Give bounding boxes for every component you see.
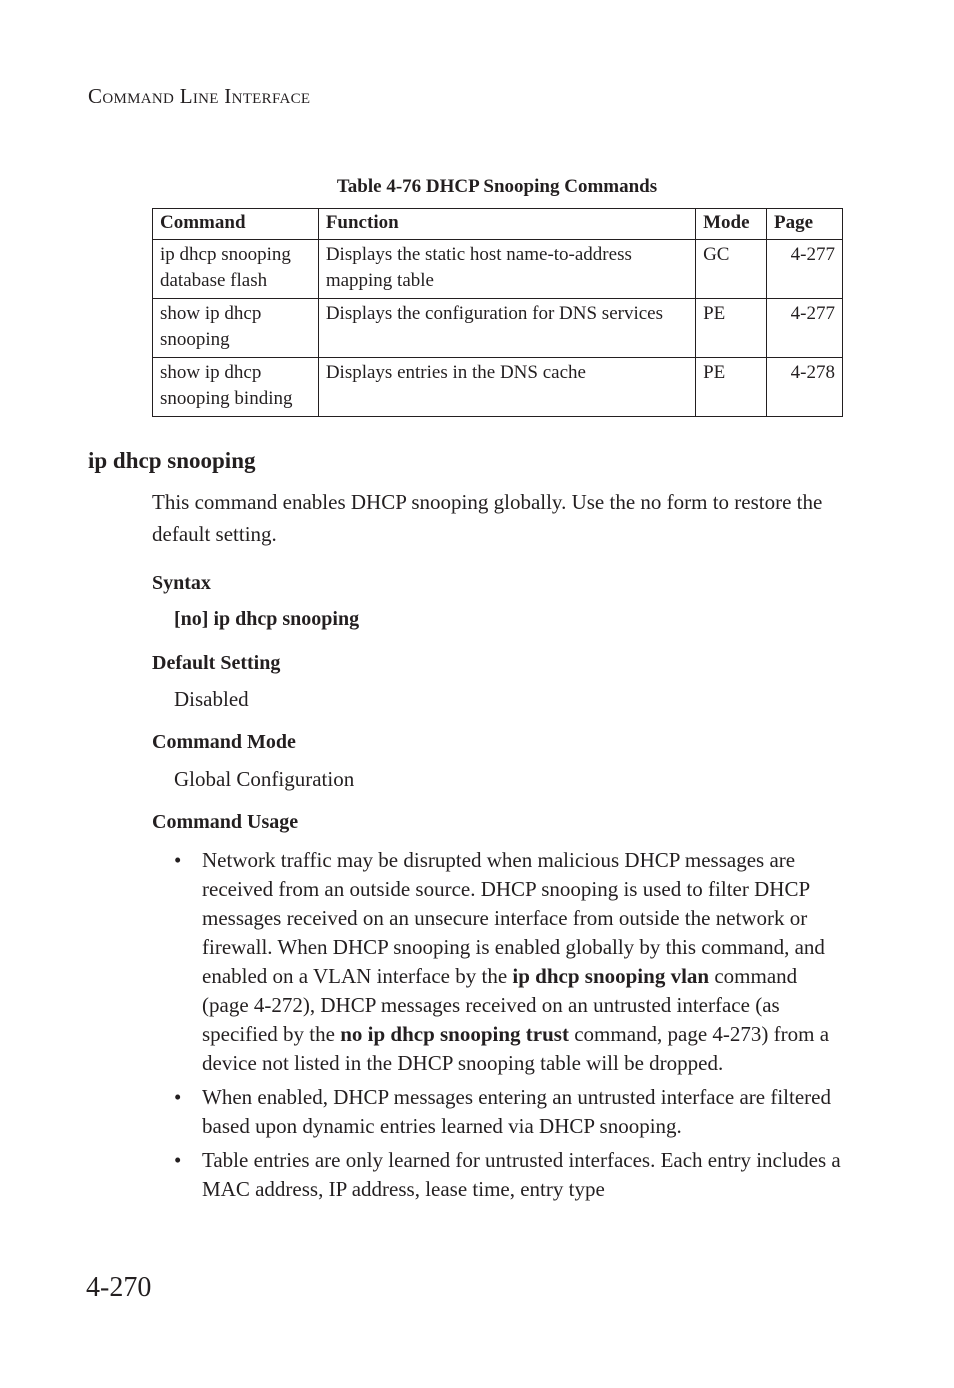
command-mode-label: Command Mode (152, 731, 296, 753)
header-word-command: COMMAND (88, 84, 175, 108)
cell-mode: PE (696, 358, 767, 417)
command-reference: ip dhcp snooping vlan (512, 964, 710, 988)
header-word-interface: INTERFACE (224, 84, 311, 108)
table-header-row (153, 209, 843, 240)
cell-page: 4-277 (767, 299, 843, 358)
cell-function: Displays the configuration for DNS services (318, 299, 695, 358)
cell-function: Displays entries in the DNS cache (318, 358, 695, 417)
list-item: • Network traffic may be disrupted when malicious DHCP messages are received from an outside source. DHCP snooping is used to filter DHCP messages received on an unsecure interface from outside the network or firewall. When DHCP snooping is enabled globally by this command, and enabled on a VLAN interface by the ip dhcp snooping vlan command (page 4-272), DHCP messages received on an untrusted interface (as specified by the no ip dhcp snooping trust command, page 4-273) from a device not listed in the DHCP snooping table will be dropped. (174, 848, 830, 1075)
default-setting-label: Default Setting (152, 652, 281, 674)
table-caption: Table 4-76 DHCP Snooping Commands (336, 176, 658, 197)
cell-command: show ip dhcp snooping (153, 299, 319, 358)
page-number: 4-270 (86, 1272, 152, 1303)
command-mode-value: Global Configuration (174, 767, 355, 791)
header-mode: Mode (696, 209, 767, 240)
command-reference: no ip dhcp snooping trust (340, 1022, 569, 1046)
syntax-label: Syntax (152, 572, 211, 594)
running-header (88, 84, 310, 109)
cell-mode: PE (696, 299, 767, 358)
header-command: Command (153, 209, 319, 240)
table-row (153, 299, 843, 358)
cell-function: Displays the static host name-to-address mapping table (318, 240, 695, 299)
bullet-icon: • (174, 1085, 182, 1109)
syntax-text: [no] ip dhcp snooping (174, 608, 360, 630)
list-item: • When enabled, DHCP messages entering an untrusted interface are filtered based upon dynamic entries learned via DHCP snooping. (174, 1085, 831, 1138)
cell-page: 4-278 (767, 358, 843, 417)
table-row (153, 358, 843, 417)
cell-page: 4-277 (767, 240, 843, 299)
cell-command: ip dhcp snooping database flash (153, 240, 319, 299)
section-title: ip dhcp snooping (88, 448, 256, 473)
list-item: • Table entries are only learned for untrusted interfaces. Each entry includes a MAC address, IP address, lease time, entry type (174, 1148, 841, 1201)
header-page: Page (767, 209, 843, 240)
default-setting-value: Disabled (174, 687, 249, 711)
cell-mode: GC (696, 240, 767, 299)
header-function: Function (318, 209, 695, 240)
header-word-line: LINE (179, 84, 219, 108)
commands-table (152, 208, 843, 417)
bullet-icon: • (174, 848, 182, 872)
command-usage-label: Command Usage (152, 811, 299, 833)
command-usage-list (152, 846, 847, 1209)
cell-command: show ip dhcp snooping binding (153, 358, 319, 417)
bullet-icon: • (174, 1148, 182, 1172)
intro-paragraph: This command enables DHCP snooping globally. Use the no form to restore the default setting. (152, 490, 823, 546)
table-row (153, 240, 843, 299)
